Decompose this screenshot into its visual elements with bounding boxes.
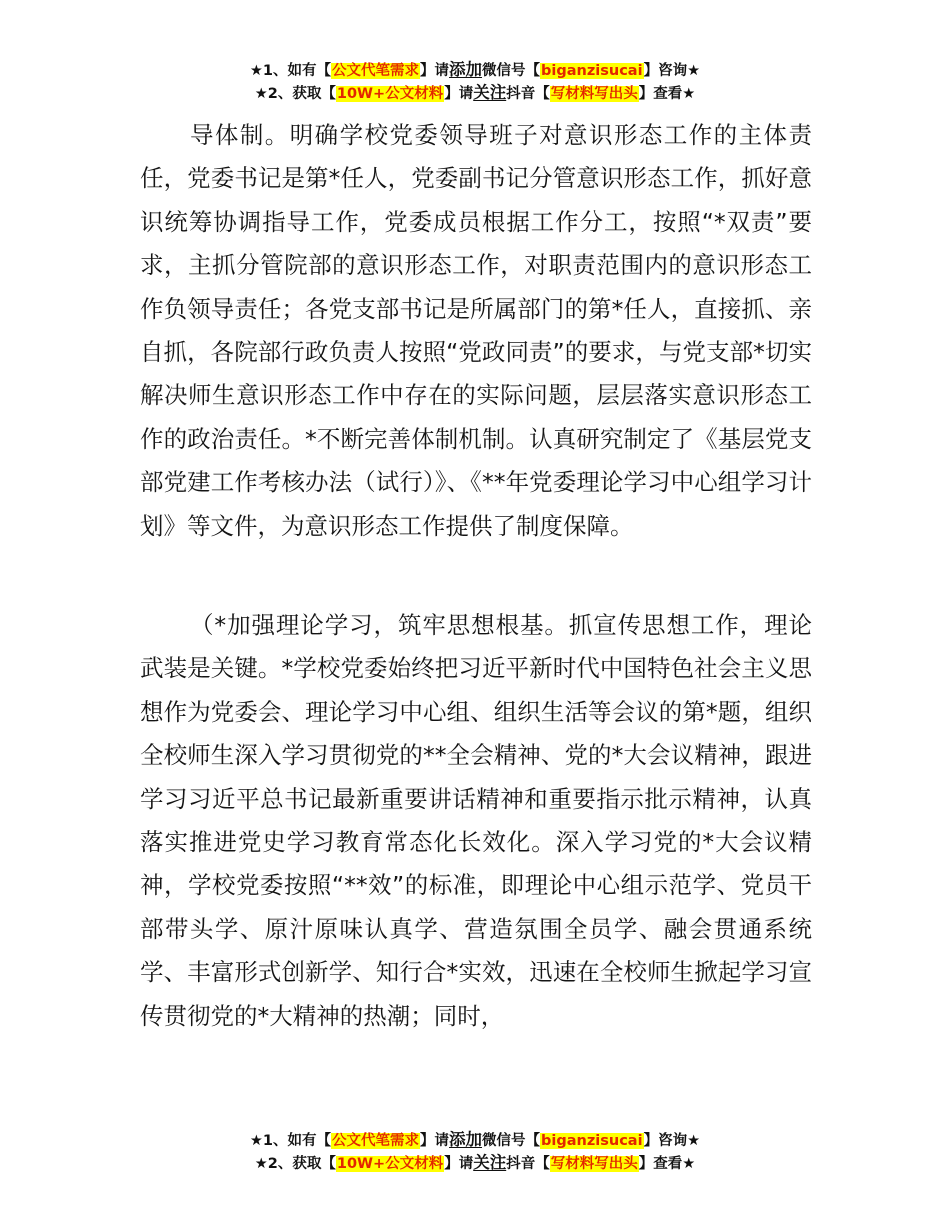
footer-banner-line-1: [0, 1129, 950, 1152]
footer-line2-suffix: 】查看★: [638, 1156, 696, 1172]
header-line1-suffix: 】咨询★: [643, 63, 701, 79]
header-line2-text: 】请: [444, 86, 474, 102]
header-line1-text: 】请: [420, 63, 450, 79]
header-banner: [0, 59, 950, 105]
body-paragraph-1: 导体制。明确学校党委领导班子对意识形态工作的主体责任，党委书记是第*任人，党委副书记分管意识形态工作，抓好意识统筹协调指导工作，党委成员根据工作分工，按照“*双责”要求，主抓分管院部的意识形态工作，对职责范围内的意识形态工作负领导责任；各党支部书记是所属部门的第*任人，直接抓、亲自抓，各院部行政负责人按照“党政同责”的要求，与党支部*切实解决师生意识形态工作中存在的实际问题，层层落实意识形态工作的政治责任。*不断完善体制机制。认真研究制定了《基层党支部党建工作考核办法（试行）》、《**年党委理论学习中心组学习计划》等文件，为意识形态工作提供了制度保障。: [140, 121, 812, 540]
footer-line2-text: 】请: [444, 1156, 474, 1172]
footer-line1-text-2: 微信号【: [482, 1133, 541, 1149]
footer-line1-prefix: ★1、如有【: [249, 1133, 332, 1149]
body-paragraph-2: （*加强理论学习，筑牢思想根基。抓宣传思想工作，理论武装是关键。*学校党委始终把习近平新时代中国特色社会主义思想作为党委会、理论学习中心组、组织生活等会议的第*题，组织全校师生深入学习贯彻党的**全会精神、党的*大会议精神，跟进学习习近平总书记最新重要讲话精神和重要指示批示精神，认真落实推进党史学习教育常态化长效化。深入学习党的*大会议精神，学校党委按照“**效”的标准，即理论中心组示范学、党员干部带头学、原汁原味认真学、营造氛围全员学、融会贯通系统学、丰富形式创新学、知行合*实效，迅速在全校师生掀起学习宣传贯彻党的*大精神的热潮；同时，: [140, 611, 812, 1030]
footer-add-underlined: 添加: [449, 1130, 483, 1149]
footer-banner-line-2: [0, 1152, 950, 1175]
header-line2-prefix: ★2、获取【: [254, 86, 336, 102]
footer-follow-underlined: 关注: [473, 1153, 507, 1172]
footer-line2-text-2: 抖音【: [506, 1156, 550, 1172]
footer-wechat-id-highlight: biganzisucai: [541, 1133, 643, 1149]
header-add-underlined: 添加: [449, 60, 483, 79]
header-douyin-highlight: 写材料写出头: [550, 86, 638, 102]
footer-line1-suffix: 】咨询★: [643, 1133, 701, 1149]
footer-line1-text: 】请: [420, 1133, 450, 1149]
header-line2-suffix: 】查看★: [638, 86, 696, 102]
footer-ghostwriting-highlight: 公文代笔需求: [332, 1133, 420, 1149]
header-line1-prefix: ★1、如有【: [249, 63, 332, 79]
header-ghostwriting-highlight: 公文代笔需求: [332, 63, 420, 79]
header-follow-underlined: 关注: [473, 83, 507, 102]
header-banner-line-1: [0, 59, 950, 82]
footer-banner: [0, 1129, 950, 1175]
header-line2-text-2: 抖音【: [506, 86, 550, 102]
header-line1-text-2: 微信号【: [482, 63, 541, 79]
header-wechat-id-highlight: biganzisucai: [541, 63, 643, 79]
header-materials-highlight: 10W+公文材料: [336, 86, 444, 102]
footer-douyin-highlight: 写材料写出头: [550, 1156, 638, 1172]
footer-line2-prefix: ★2、获取【: [254, 1156, 336, 1172]
footer-materials-highlight: 10W+公文材料: [336, 1156, 444, 1172]
header-banner-line-2: [0, 82, 950, 105]
